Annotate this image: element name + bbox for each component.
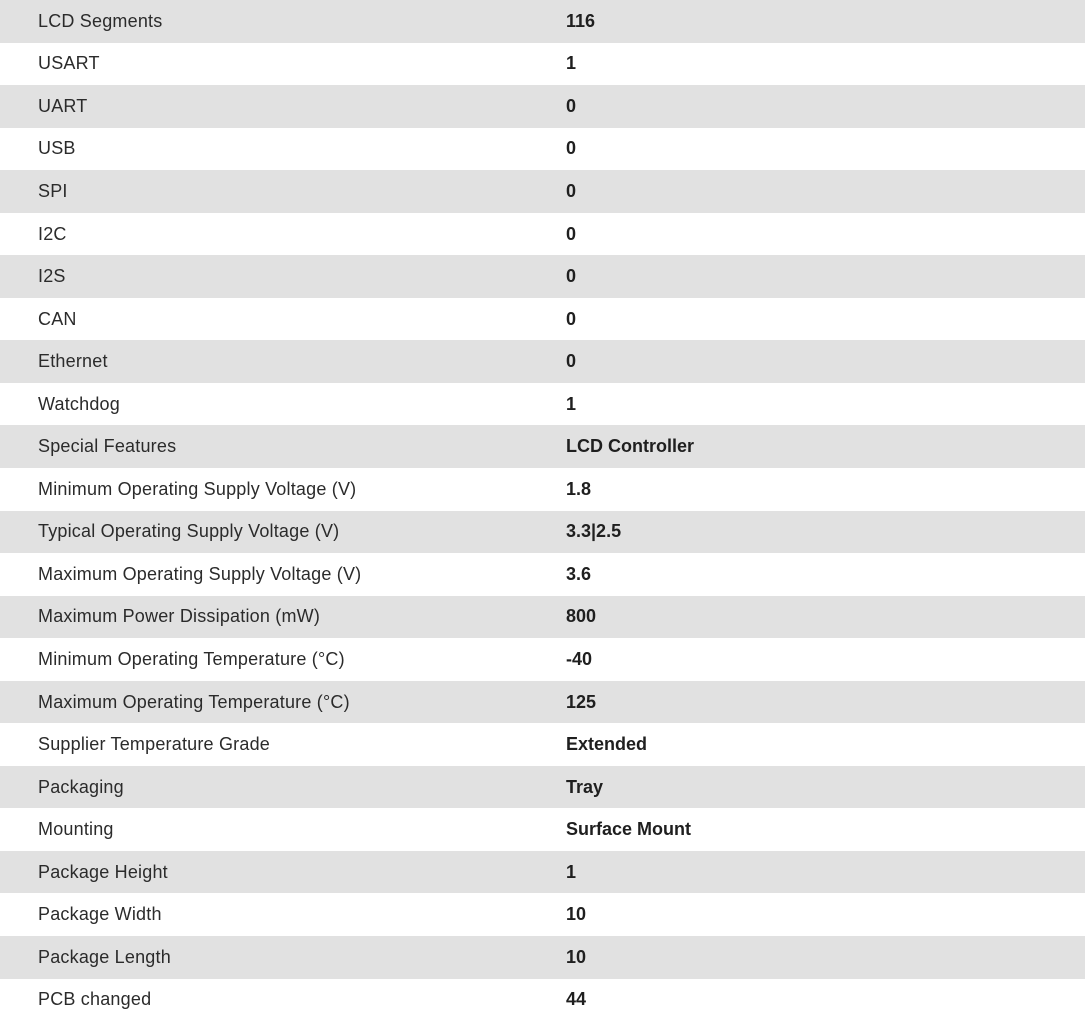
spec-label: LCD Segments (38, 10, 163, 31)
spec-row (0, 638, 1085, 681)
spec-label: PCB changed (38, 989, 152, 1010)
spec-label: Maximum Power Dissipation (mW) (38, 606, 321, 627)
spec-label: Minimum Operating Supply Voltage (V) (38, 478, 357, 499)
spec-label: Maximum Operating Temperature (°C) (38, 691, 350, 712)
spec-row (0, 85, 1085, 128)
spec-value: 44 (566, 989, 587, 1010)
spec-row (0, 596, 1085, 639)
spec-value: 1 (566, 861, 577, 882)
spec-value: -40 (566, 648, 593, 669)
spec-value: 0 (566, 266, 577, 287)
spec-label: I2S (38, 266, 66, 287)
spec-row (0, 468, 1085, 511)
spec-row (0, 340, 1085, 383)
spec-value: 116 (566, 10, 596, 31)
spec-value: 800 (566, 606, 597, 627)
spec-value: 1.8 (566, 478, 592, 499)
spec-value: LCD Controller (566, 436, 694, 457)
spec-label: Package Length (38, 946, 171, 967)
spec-row (0, 298, 1085, 341)
spec-label: Ethernet (38, 351, 108, 372)
spec-row (0, 255, 1085, 298)
spec-value: Tray (566, 776, 604, 797)
spec-value: 0 (566, 95, 577, 116)
spec-row (0, 936, 1085, 979)
spec-row (0, 851, 1085, 894)
spec-label: Maximum Operating Supply Voltage (V) (38, 563, 362, 584)
spec-value: 10 (566, 946, 587, 967)
spec-row (0, 723, 1085, 766)
spec-value: 125 (566, 691, 597, 712)
spec-row (0, 893, 1085, 936)
spec-label: Typical Operating Supply Voltage (V) (38, 521, 340, 542)
spec-label: Watchdog (38, 393, 120, 414)
spec-value: 1 (566, 393, 577, 414)
spec-label: USART (38, 53, 100, 74)
spec-value: 0 (566, 351, 577, 372)
spec-row (0, 681, 1085, 724)
spec-value: 10 (566, 904, 587, 925)
spec-value: 0 (566, 308, 577, 329)
spec-label: CAN (38, 308, 77, 329)
spec-value: Extended (566, 734, 648, 755)
spec-row (0, 128, 1085, 171)
spec-row (0, 425, 1085, 468)
spec-label: UART (38, 95, 88, 116)
spec-value: 0 (566, 138, 577, 159)
spec-row (0, 511, 1085, 554)
spec-row (0, 383, 1085, 426)
spec-label: SPI (38, 180, 68, 201)
spec-label: Minimum Operating Temperature (°C) (38, 648, 345, 669)
spec-value: 0 (566, 180, 577, 201)
spec-label: I2C (38, 223, 67, 244)
spec-value: 3.3|2.5 (566, 521, 622, 542)
spec-label: Special Features (38, 436, 177, 457)
spec-value: Surface Mount (566, 819, 692, 840)
spec-row (0, 808, 1085, 851)
spec-row (0, 43, 1085, 86)
spec-value: 1 (566, 53, 577, 74)
spec-row (0, 0, 1085, 43)
spec-label: Supplier Temperature Grade (38, 734, 270, 755)
spec-label: Mounting (38, 819, 114, 840)
spec-value: 0 (566, 223, 577, 244)
spec-label: Package Width (38, 904, 162, 925)
spec-value: 3.6 (566, 563, 592, 584)
spec-row (0, 979, 1085, 1021)
spec-row (0, 213, 1085, 256)
spec-label: USB (38, 138, 76, 159)
spec-label: Packaging (38, 776, 124, 797)
spec-row (0, 553, 1085, 596)
spec-label: Package Height (38, 861, 168, 882)
spec-row (0, 170, 1085, 213)
spec-row (0, 766, 1085, 809)
